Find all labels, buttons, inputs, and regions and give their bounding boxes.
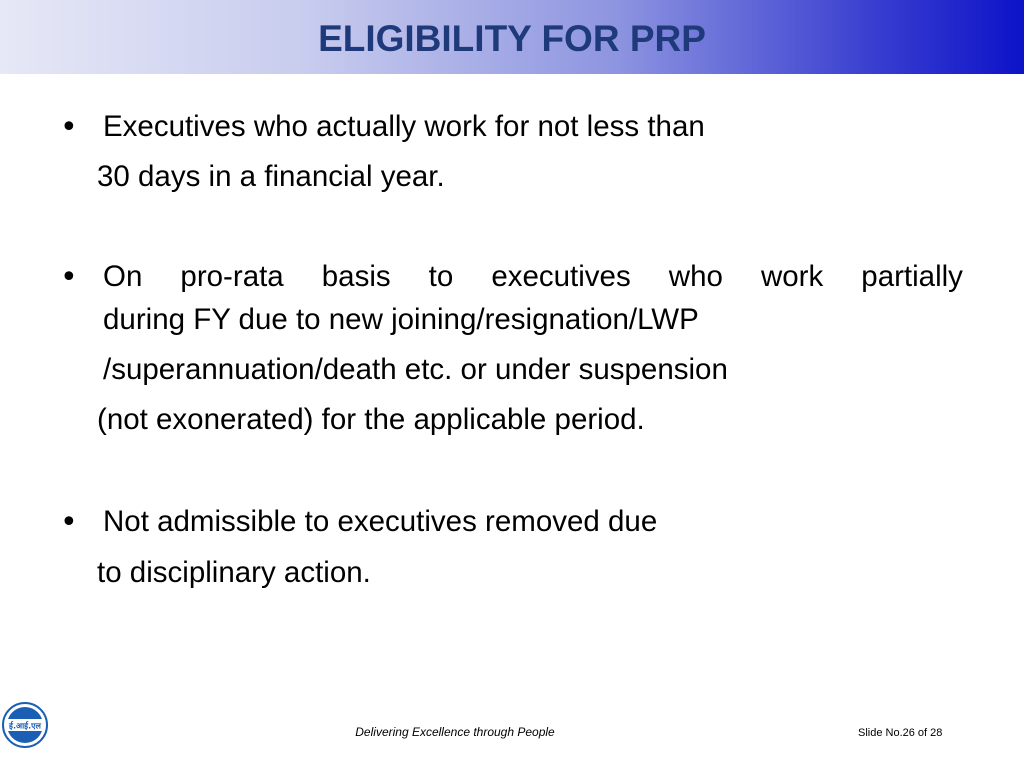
- bullet-2-line-1: On pro-rata basis to executives who work partially: [103, 260, 963, 293]
- bullet-1-line-2: 30 days in a financial year.: [97, 160, 445, 193]
- bullet-2-line-3: /superannuation/death etc. or under suspension: [103, 353, 728, 386]
- slide-title: ELIGIBILITY FOR PRP: [318, 18, 706, 59]
- footer-tagline: Delivering Excellence through People: [355, 725, 555, 739]
- bullet-icon: •: [60, 505, 78, 540]
- company-logo-icon: [2, 702, 48, 748]
- slide-number: Slide No.26 of 28: [858, 727, 943, 739]
- svg-text:ई.आई.एल: ई.आई.एल: [9, 721, 41, 731]
- bullet-icon: •: [60, 260, 78, 295]
- bullet-3-line-2: to disciplinary action.: [97, 556, 371, 589]
- bullet-2-line-4: (not exonerated) for the applicable period.: [97, 403, 645, 436]
- bullet-1-line-1: Executives who actually work for not less than: [103, 110, 705, 143]
- bullet-2-line-2: during FY due to new joining/resignation/LWP: [103, 303, 699, 336]
- bullet-icon: •: [60, 110, 78, 145]
- bullet-3-line-1: Not admissible to executives removed due: [103, 505, 658, 538]
